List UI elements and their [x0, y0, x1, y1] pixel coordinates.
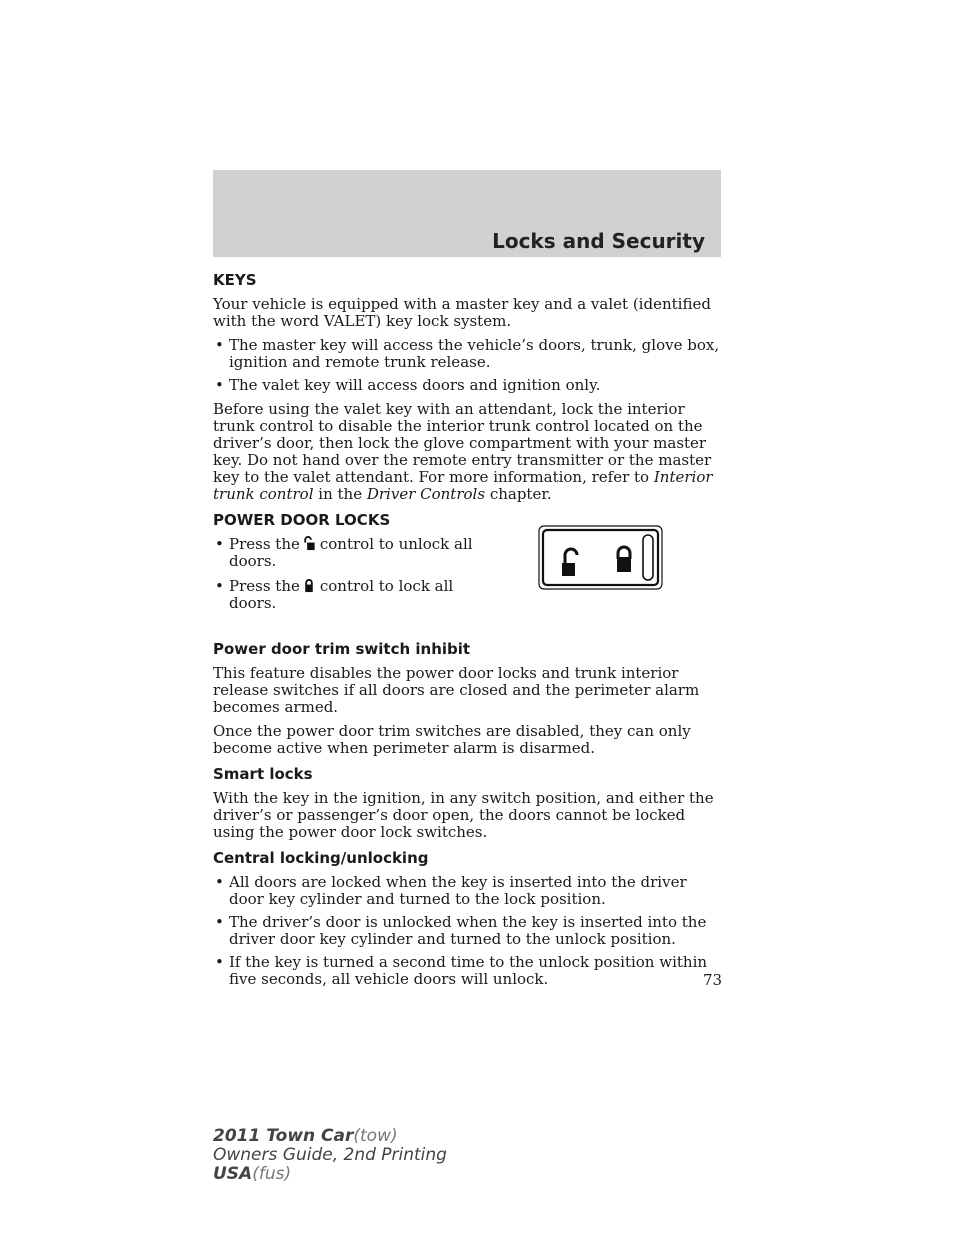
bullet-icon: •	[215, 376, 224, 394]
keys-intro: Your vehicle is equipped with a master key and a valet (identified with the word VALET) key lock system.	[213, 295, 711, 330]
list-item: • The master key will access the vehicle’s doors, trunk, glove box, ignition and remote trunk release.	[215, 336, 720, 371]
reference-interior-trunk-control: Interior trunk control	[213, 468, 713, 503]
door-lock-switch-illustration	[538, 525, 663, 590]
list-item: • The driver’s door is unlocked when the key is inserted into the driver door key cylinder and turned to the unlock position.	[215, 913, 707, 948]
trim-switch-inhibit-heading: Power door trim switch inhibit	[213, 640, 471, 658]
power-door-locks-list	[213, 536, 483, 612]
power-door-locks-heading: POWER DOOR LOCKS	[213, 511, 391, 529]
list-item: • If the key is turned a second time to the unlock position within five seconds, all vehicle doors will unlock.	[215, 953, 708, 988]
page-number: 73	[703, 971, 723, 989]
list-item: • All doors are locked when the key is inserted into the driver door key cylinder and turned to the lock position.	[215, 873, 687, 908]
valet-paragraph: Before using the valet key with an attendant, lock the interior trunk control to disable the interior trunk control located on the driver’s door, then lock the glove compartment with your master key. Do not hand over the remote entry transmitter or the master key to the valet attendant. For more information, refer to Interior trunk control in the Driver Controls chapter.	[213, 400, 713, 503]
keys-heading: KEYS	[213, 271, 257, 289]
list-item: • Press the control to lock all doors.	[215, 577, 454, 612]
trim-switch-paragraph-2: Once the power door trim switches are disabled, they can only become active when perimeter alarm is disarmed.	[213, 722, 691, 757]
document-footer	[213, 1127, 447, 1184]
bullet-icon: •	[215, 953, 224, 971]
bullet-icon: •	[215, 577, 224, 595]
smart-locks-heading: Smart locks	[213, 765, 313, 783]
trim-switch-paragraph-1: This feature disables the power door locks and trunk interior release switches if all doors are closed and the perimeter alarm becomes armed.	[213, 664, 700, 716]
list-item: • Press the control to unlock all doors.	[215, 535, 473, 570]
unlock-icon	[302, 536, 316, 551]
keys-bullet-list	[213, 337, 721, 394]
smart-locks-paragraph: With the key in the ignition, in any switch position, and either the driver’s or passenger’s door open, the doors cannot be locked using the power door lock switches.	[213, 789, 714, 841]
bullet-icon: •	[215, 336, 224, 354]
page-content	[213, 271, 721, 995]
bullet-icon: •	[215, 913, 224, 931]
footer-line-1: 2011 Town Car(tow)	[213, 1126, 398, 1146]
list-item: • The valet key will access doors and ignition only.	[215, 376, 601, 394]
central-locking-heading: Central locking/unlocking	[213, 849, 429, 867]
bullet-icon: •	[215, 873, 224, 891]
power-door-locks-block	[213, 536, 721, 632]
section-header-band	[213, 170, 721, 257]
lock-icon	[302, 578, 316, 593]
footer-line-2: Owners Guide, 2nd Printing	[213, 1145, 447, 1165]
reference-driver-controls: Driver Controls	[366, 485, 486, 503]
footer-line-3: USA(fus)	[213, 1164, 292, 1184]
section-title: Locks and Security	[492, 229, 705, 253]
bullet-icon: •	[215, 535, 224, 553]
central-locking-list	[213, 874, 721, 988]
